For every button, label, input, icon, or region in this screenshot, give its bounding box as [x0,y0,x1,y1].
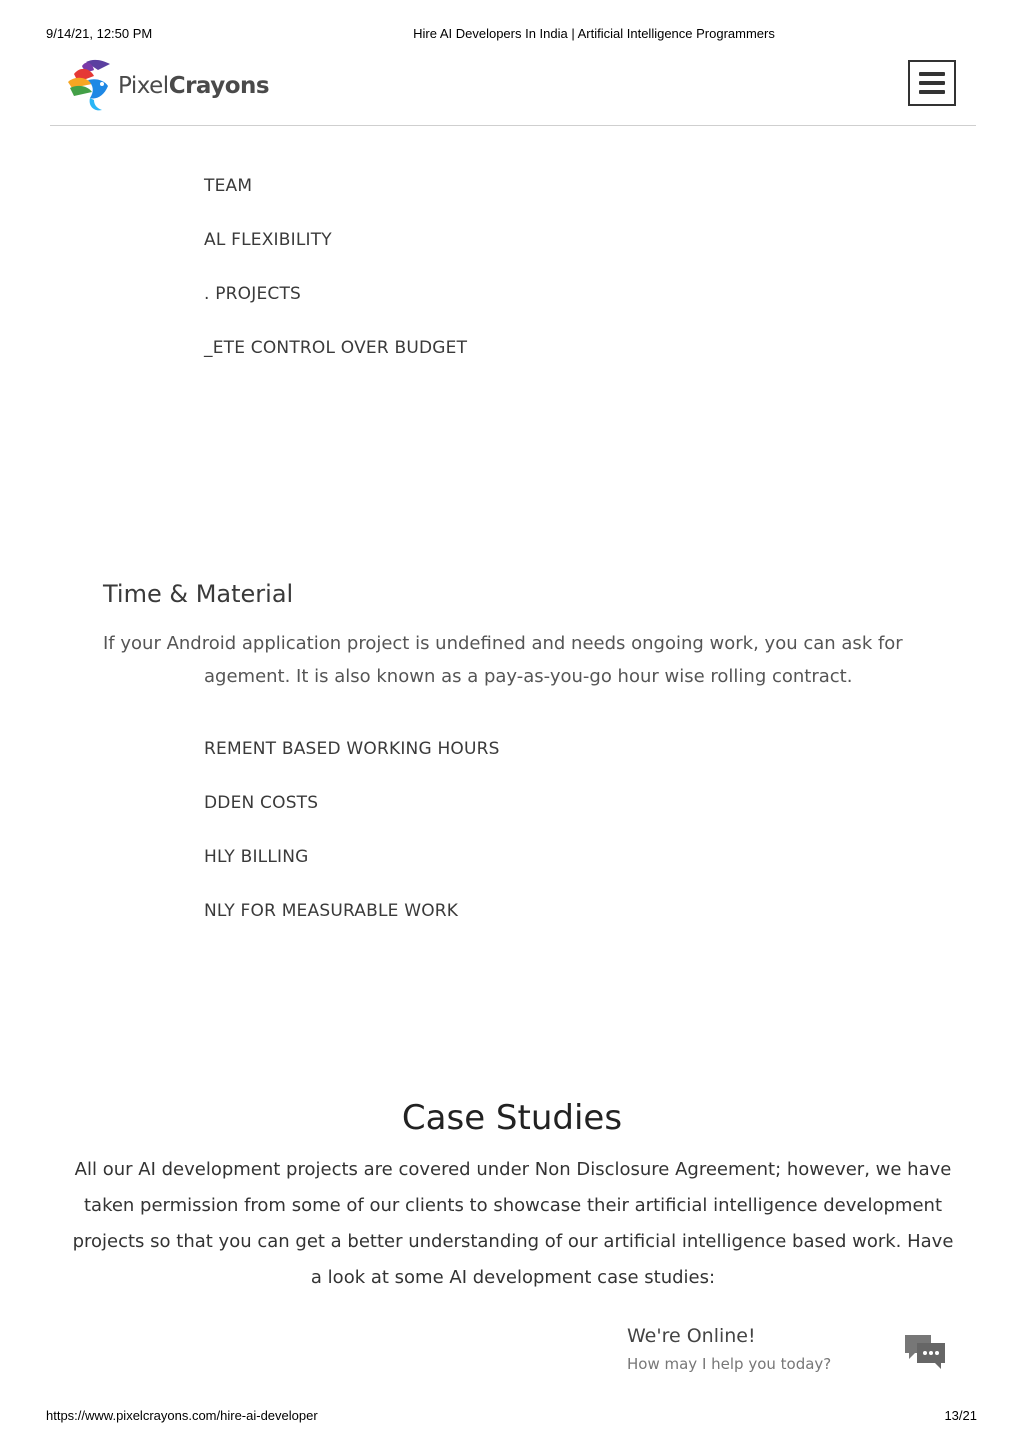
hamburger-menu-icon-bar [919,81,945,85]
logo[interactable] [64,56,269,116]
time-material-description-line1: If your Android application project is undefined and needs ongoing work, you can ask for [103,633,903,654]
logo-crayons: Crayons [168,73,270,99]
print-doc-title: Hire AI Developers In India | Artificial Intelligence Programmers [413,26,775,41]
chat-widget[interactable] [627,1325,957,1385]
hamburger-menu-icon-bar [919,72,945,76]
dedicated-benefits-list [204,175,467,391]
site-header [50,52,976,126]
list-item: NLY FOR MEASURABLE WORK [204,901,459,921]
hummingbird-logo-icon [64,56,114,116]
list-item: TEAM [204,176,253,196]
logo-wordmark [118,73,269,99]
hamburger-menu-icon-bar [919,90,945,94]
list-item: HLY BILLING [204,847,309,867]
chat-bubbles-icon[interactable] [903,1333,947,1371]
chat-title: We're Online! [627,1325,756,1347]
list-item: DDEN COSTS [204,793,319,813]
print-datetime: 9/14/21, 12:50 PM [46,26,153,41]
chat-subtitle: How may I help you today? [627,1355,832,1373]
list-item: AL FLEXIBILITY [204,230,332,250]
print-url: https://www.pixelcrayons.com/hire-ai-developer [46,1408,318,1423]
list-item: _ETE CONTROL OVER BUDGET [204,338,468,358]
time-material-title: Time & Material [103,580,294,608]
logo-pixel: Pixel [118,73,169,99]
case-studies-intro: All our AI development projects are covered under Non Disclosure Agreement; however, we have taken permission from some of our clients to showcase their artificial intelligence development projects so that you can get a better understanding of our artificial intelligence based work. Have a look at some AI development case studies: [72,1159,954,1288]
time-material-benefits-list [204,738,500,954]
time-material-description-line2: agement. It is also known as a pay-as-you-go hour wise rolling contract. [204,666,853,687]
print-page-number: 13/21 [944,1408,977,1423]
list-item: . PROJECTS [204,284,302,304]
case-studies-title: Case Studies [401,1098,623,1138]
list-item: REMENT BASED WORKING HOURS [204,739,500,759]
hamburger-menu-button[interactable] [908,60,956,106]
